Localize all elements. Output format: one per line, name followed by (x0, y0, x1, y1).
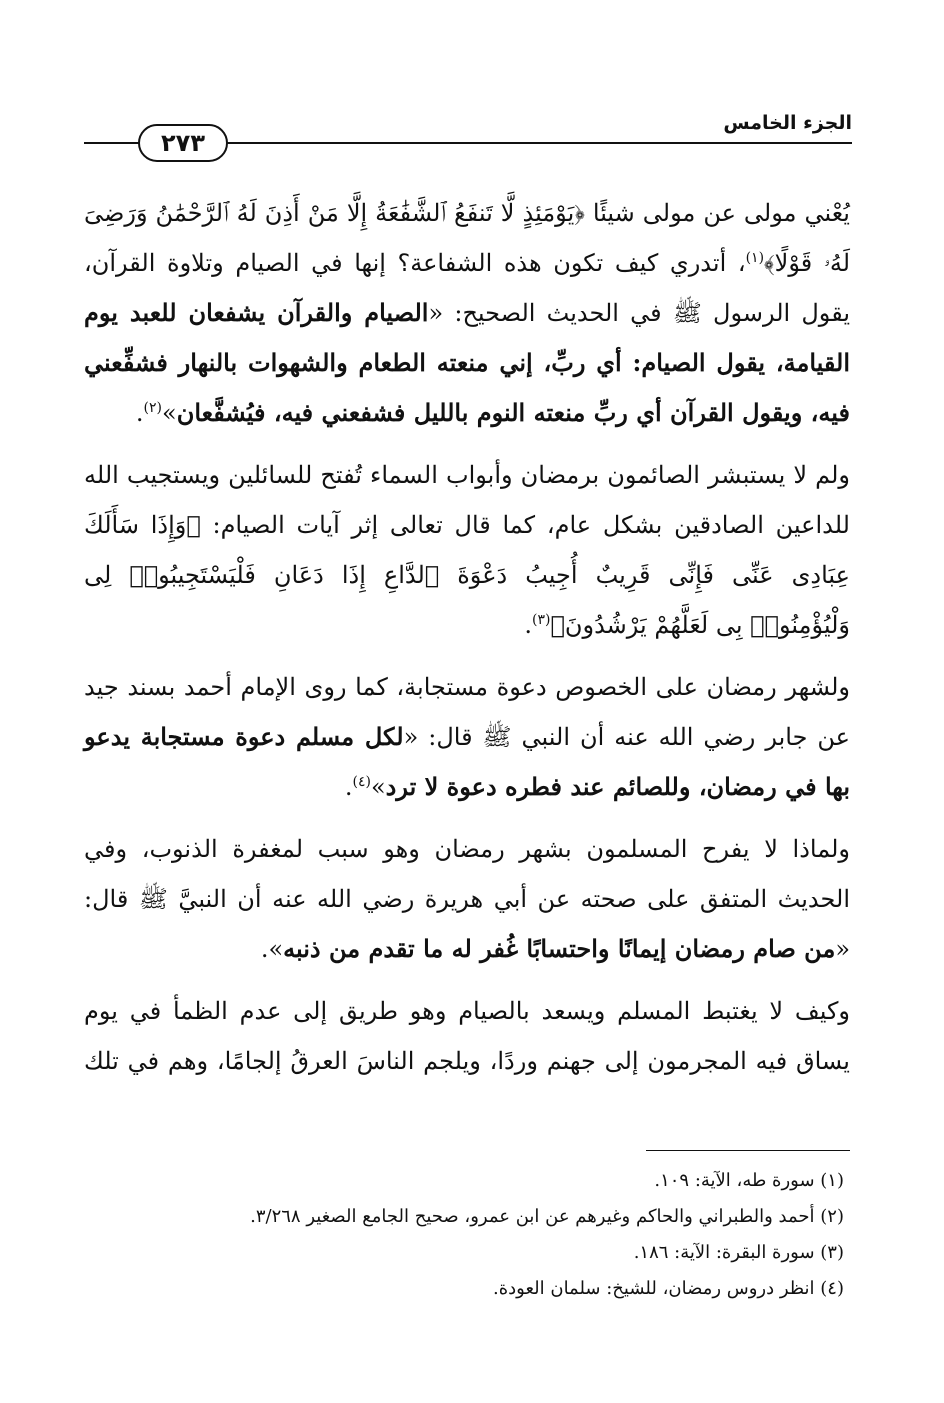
footnote: (٢) أحمد والطبراني والحاكم وغيرهم عن ابن عمرو، صحيح الجامع الصغير ٣/٢٦٨. (250, 1206, 844, 1227)
paragraph-text: ولشهر رمضان على الخصوص دعوة مستجابة، كما روى الإمام أحمد بسند جيد عن جابر رضي الله عنه أن النبي ﷺ قال: « (84, 673, 851, 751)
paragraph-text: . (135, 399, 144, 427)
paragraph-text: » (162, 399, 177, 427)
footnotes (84, 1163, 844, 1307)
paragraph-text: ولماذا لا يفرح المسلمون بشهر رمضان وهو سبب لمغفرة الذنوب، وفي الحديث المتفق على صحته عن أبي هريرة رضي الله عنه أن النبيَّ ﷺ قال: « (84, 835, 850, 963)
paragraph-text: ، أتدري كيف تكون هذه الشفاعة؟ إنها في الصيام وتلاوة القرآن، يقول الرسول ﷺ في الحديث الصحيح: « (84, 249, 851, 327)
footnote: (٣) سورة البقرة: الآية: ١٨٦. (633, 1242, 844, 1263)
body-text (84, 188, 850, 1098)
paragraph-text: ولم لا يستبشر الصائمون برمضان وأبواب السماء تُفتح للسائلين ويستجيب الله للداعين الصادقين بشكل عام، كما قال تعالى إثر آيات الصيام: (84, 461, 850, 539)
footnote-marker: (١) (745, 250, 765, 266)
hadith-text: من صام رمضان إيمانًا واحتسابًا غُفر له ما تقدم من ذنبه (283, 934, 836, 963)
running-title: الجزء الخامس (717, 112, 852, 134)
hadith-text: لكل مسلم دعوة مستجابة يدعو بها في رمضان، وللصائم عند فطره دعوة لا ترد (84, 722, 850, 801)
paragraph (84, 450, 850, 650)
paragraph-text: يُعْني مولى عن مولى شيئًا (584, 199, 850, 227)
page-number: ٢٧٣ (138, 124, 228, 162)
paragraph (84, 986, 850, 1086)
paragraph-text: ». (260, 935, 284, 963)
footnote-separator (646, 1150, 850, 1151)
paragraph (84, 662, 850, 812)
footnote: (٤) انظر دروس رمضان، للشيخ: سلمان العودة. (493, 1278, 844, 1299)
paragraph-text: . (524, 611, 532, 639)
footnote-marker: (٢) (143, 400, 162, 416)
paragraph-text: » (370, 773, 386, 801)
paragraph (84, 824, 850, 974)
paragraph (84, 188, 850, 438)
footnote-marker: (٣) (532, 612, 551, 628)
quran-verse: ﴿يَوْمَئِذٍ لَّا تَنفَعُ ٱلشَّفَٰعَةُ إِلَّا مَنْ أَذِنَ لَهُ ٱلرَّحْمَٰنُ وَرَضِىَ لَهُۥ قَوْلًا﴾ (84, 199, 851, 277)
paragraph-text: . (344, 773, 353, 801)
quran-verse: ﴿وَإِذَا سَأَلَكَ عِبَادِى عَنِّى فَإِنِّى قَرِيبٌ أُجِيبُ دَعْوَةَ ٱلدَّاعِ إِذَا دَعَانِ فَلْيَسْتَجِيبُوا۟ لِى وَلْيُؤْمِنُوا۟ بِى لَعَلَّهُمْ يَرْشُدُونَ﴾ (84, 511, 850, 639)
page-header (84, 112, 852, 162)
footnote: (١) سورة طه، الآية: ١٠٩. (654, 1170, 844, 1191)
hadith-text: الصيام والقرآن يشفعان للعبد يوم القيامة، يقول الصيام: أي ربِّ، إني منعته الطعام والشهوات بالنهار فشفِّعني فيه، ويقول القرآن أي ربِّ منعته النوم بالليل فشفعني فيه، فيُشفَّعان (84, 298, 851, 427)
paragraph-text: وكيف لا يغتبط المسلم ويسعد بالصيام وهو طريق إلى عدم الظمأ في يوم يساق فيه المجرمون إلى جهنم وردًا، ويلجم الناسَ العرقُ إلجامًا، وهم في تلك (84, 997, 850, 1075)
footnote-marker: (٤) (352, 774, 371, 790)
